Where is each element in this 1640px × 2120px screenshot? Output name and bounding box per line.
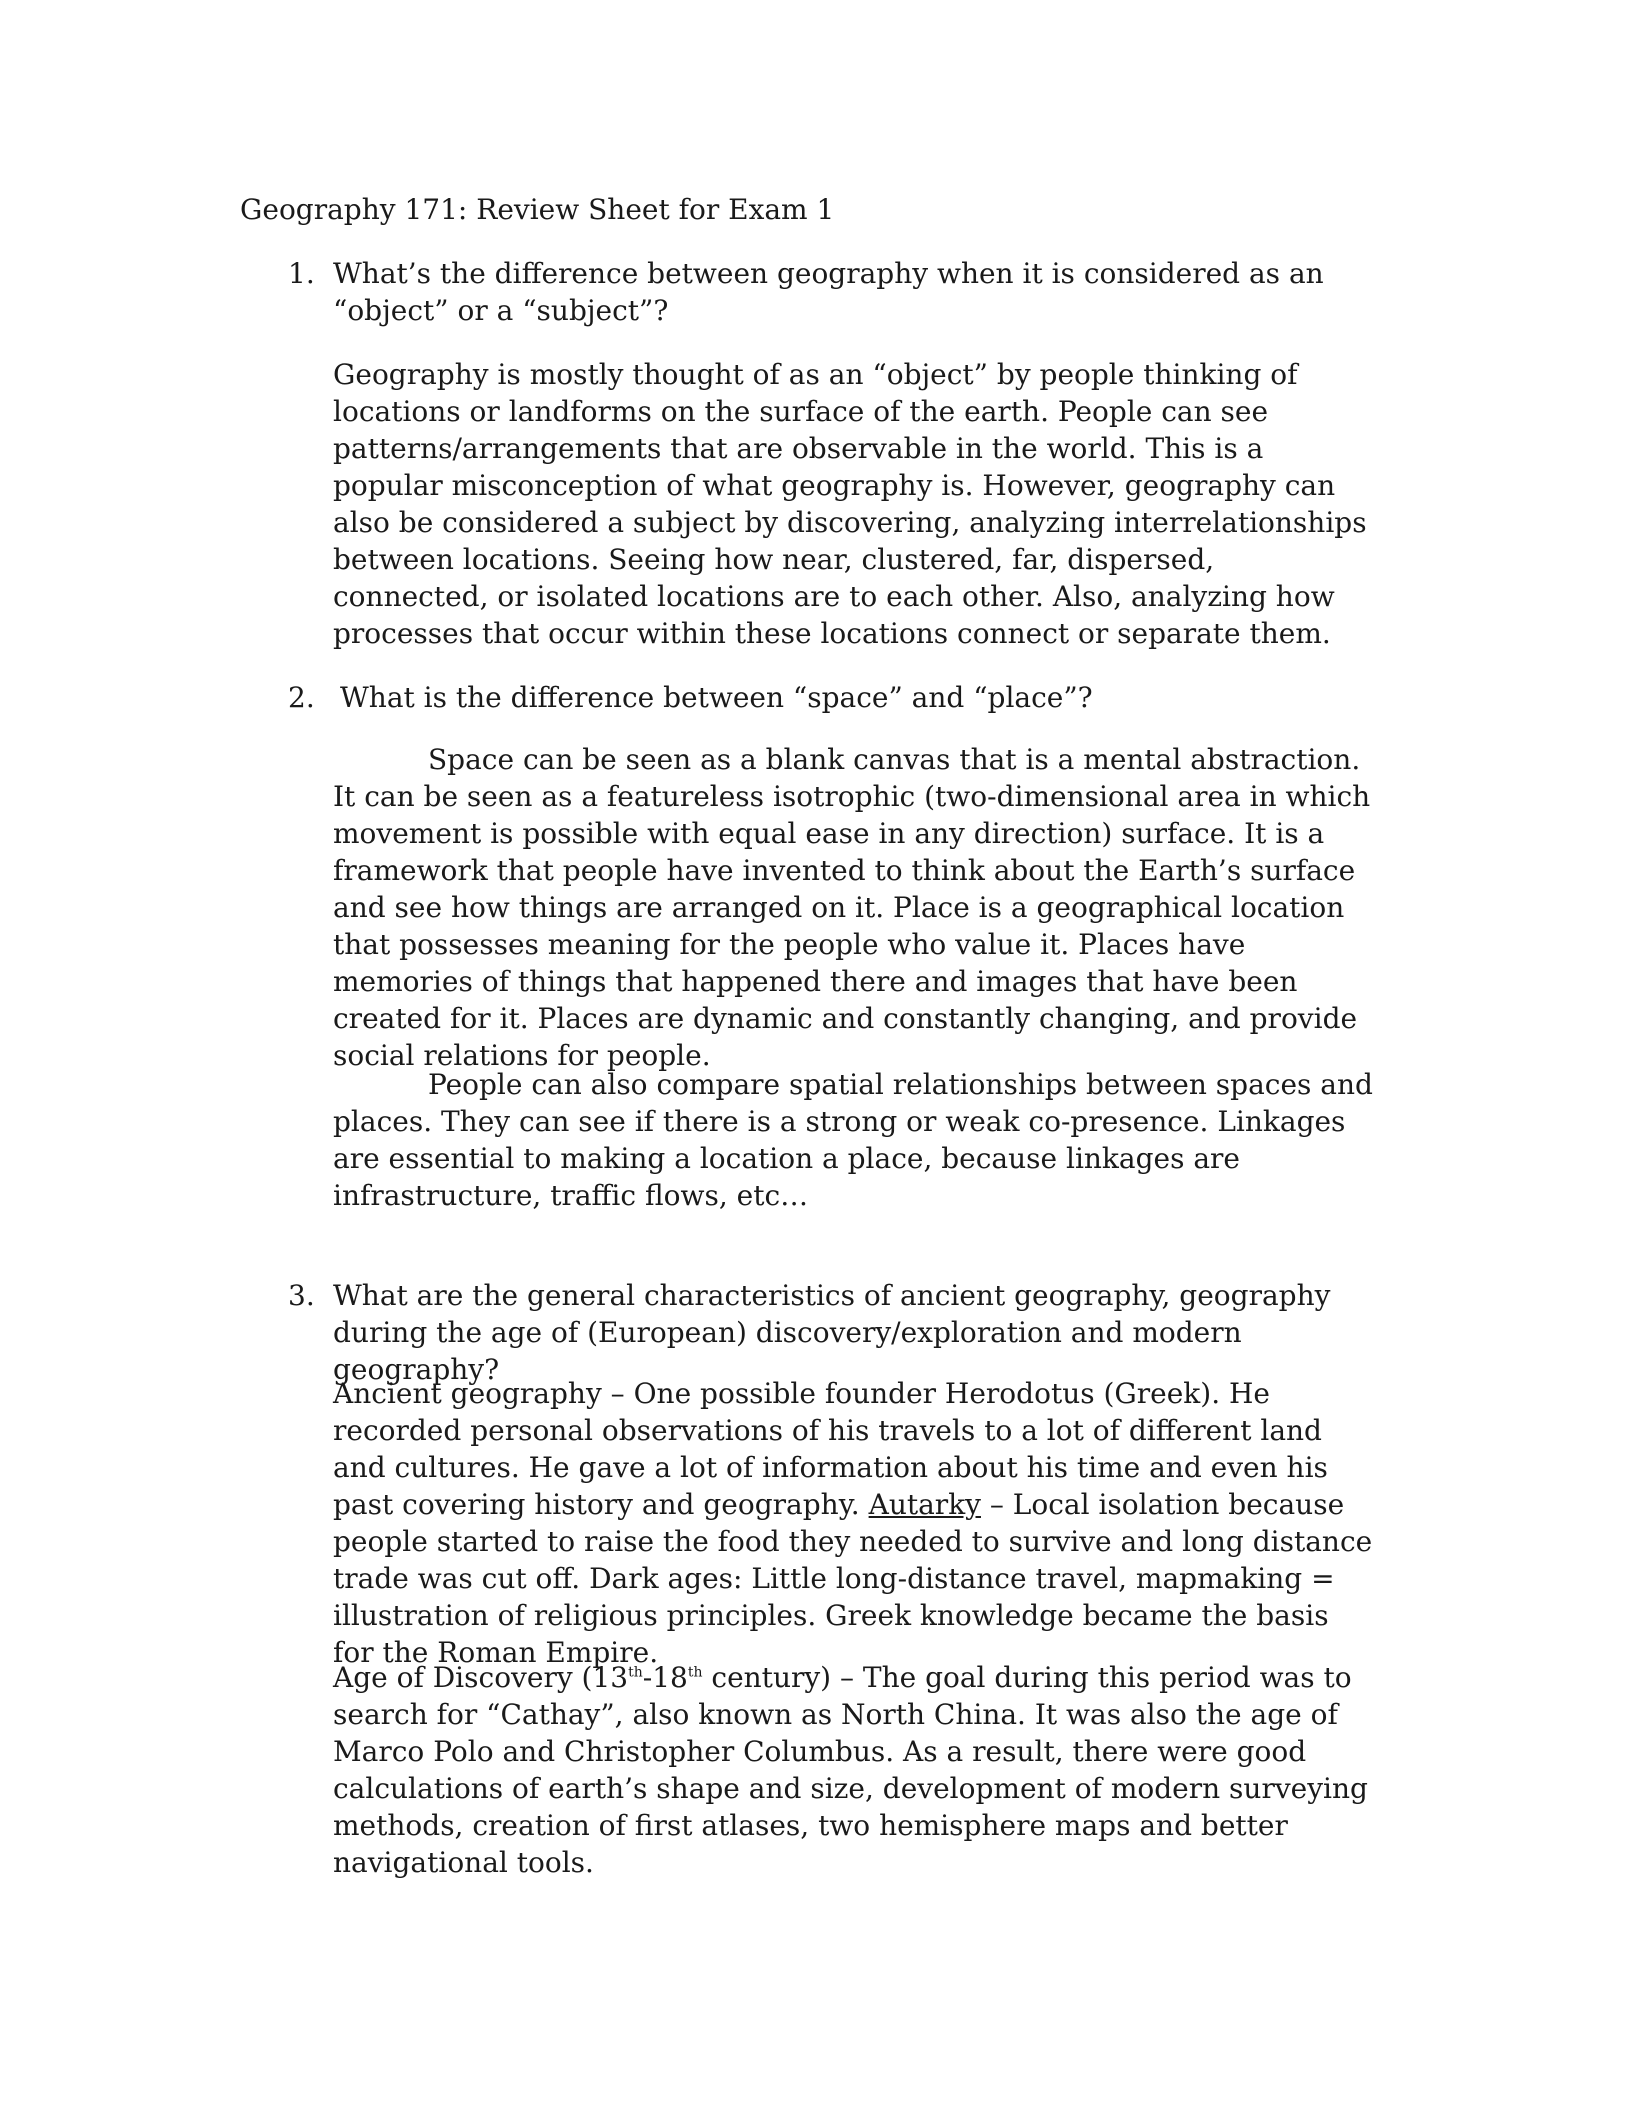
answer-3-discovery-paragraph bbox=[333, 1659, 1378, 1881]
ancient-text-part-1: Ancient geography – One possible founder Herodotus (Greek). He recorded personal observations of his travels to a lot of different land and cultures. He gave a lot of information about his time and even his past covering history and geography. bbox=[333, 1377, 1328, 1521]
superscript-th-1: th bbox=[628, 1664, 643, 1681]
question-2-text: What is the difference between “space” and “place”? bbox=[340, 681, 1093, 714]
question-3-number: 3. bbox=[288, 1279, 315, 1312]
autarky-term: Autarky bbox=[868, 1488, 981, 1521]
question-3-text: What are the general characteristics of ancient geography, geography during the age of (European) discovery/exploration and modern geography? bbox=[333, 1279, 1331, 1386]
question-2-number: 2. bbox=[288, 681, 315, 714]
ancient-text-part-2: – Local isolation because people started to raise the food they needed to survive and long distance trade was cut off. Dark ages: Little long-distance travel, mapmaking = illustration of religious principles. Greek knowledge became the basis for the Roman Empire. bbox=[333, 1488, 1373, 1669]
document-title: Geography 171: Review Sheet for Exam 1 bbox=[240, 193, 835, 226]
question-1-text: What’s the difference between geography when it is considered as an “object” or a “subject”? bbox=[333, 257, 1324, 327]
answer-2-paragraph-2: People can also compare spatial relationships between spaces and places. They can see if there is a strong or weak co-presence. Linkages are essential to making a location a place, because linkages are infrastructure, traffic flows, etc… bbox=[333, 1068, 1373, 1212]
answer-1-paragraph: Geography is mostly thought of as an “object” by people thinking of locations or landforms on the surface of the earth. People can see patterns/arrangements that are observable in the world. This is a popular misconception of what geography is. However, geography can also be considered a subject by discovering, analyzing interrelationships between locations. Seeing how near, clustered, far, dispersed, connected, or isolated locations are to each other. Also, analyzing how processes that occur within these locations connect or separate them. bbox=[333, 358, 1367, 650]
discovery-text-part-2: -18 bbox=[642, 1661, 688, 1694]
discovery-text-part-1: Age of Discovery (13 bbox=[333, 1661, 629, 1694]
discovery-text-part-3: century) – The goal during this period was to search for “Cathay”, also known as North China. It was also the age of Marco Polo and Christopher Columbus. As a result, there were good calculations of earth’s shape and size, development of modern surveying methods, creation of first atlases, two hemisphere maps and better navigational tools. bbox=[333, 1661, 1368, 1879]
answer-3-ancient-paragraph bbox=[333, 1375, 1378, 1671]
answer-2-paragraph-1: Space can be seen as a blank canvas that is a mental abstraction. It can be seen as a featureless isotrophic (two-dimensional area in which movement is possible with equal ease in any direction) surface. It is a framework that people have invented to think about the Earth’s surface and see how things are arranged on it. Place is a geographical location that possesses meaning for the people who value it. Places have memories of things that happened there and images that have been created for it. Places are dynamic and constantly changing, and provide social relations for people. bbox=[333, 743, 1371, 1072]
question-1-number: 1. bbox=[288, 257, 315, 290]
superscript-th-2: th bbox=[687, 1664, 703, 1681]
